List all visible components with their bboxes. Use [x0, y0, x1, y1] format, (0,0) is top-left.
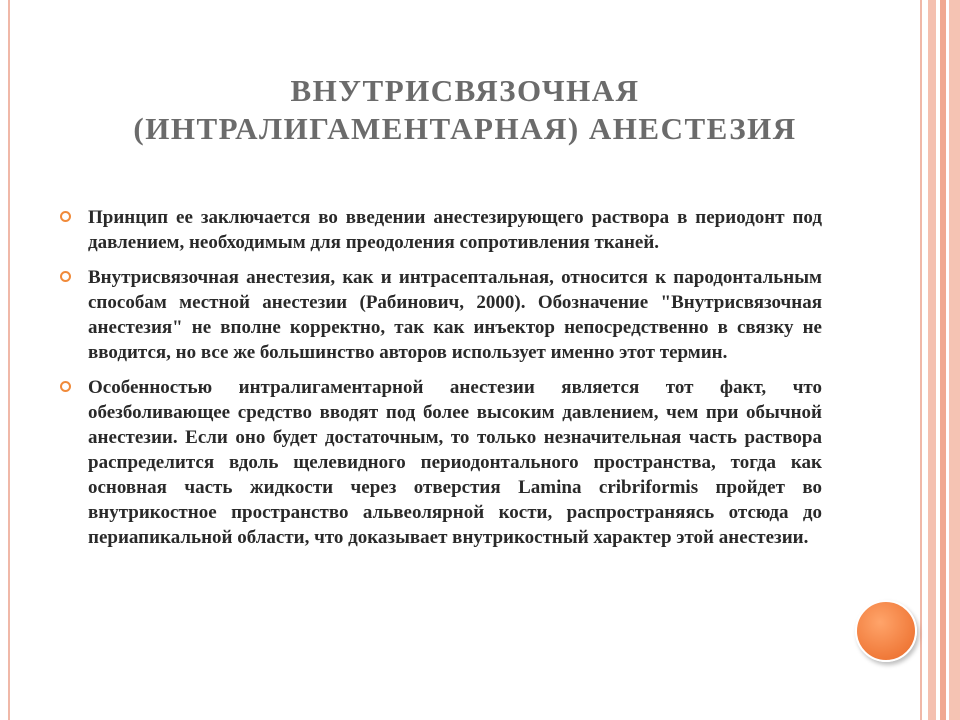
- bullet-text: Принцип ее заключается во введении анестезирующего раствора в периодонт под давлением, необходимым для преодоления сопротивления тканей.: [88, 207, 822, 253]
- bullet-text: Внутрисвязочная анестезия, как и интрасептальная, относится к пародонтальным способам местной анестезии (Рабинович, 2000). Обозначение "Внутрисвязочная анестезия" не вполне корректно, так как инъектор непосредственно в связку не вводится, но все же большинство авторов использует именно этот термин.: [88, 267, 822, 363]
- bullet-text: Особенностью интралигаментарной анестезии является тот факт, что обезболивающее средство вводят под более высоким давлением, чем при обычной анестезии. Если оно будет достаточным, то только незначительная часть раствора распределится вдоль щелевидного периодонтального пространства, тогда как основная часть жидкости через отверстия Lamina cribriformis пройдет во внутрикостное пространство альвеолярной кости, распространяясь отсюда до периапикальной области, что доказывает внутрикостный характер этой анестезии.: [88, 377, 822, 548]
- circle-bullet-icon: [60, 271, 71, 282]
- slide-title-line2: (ИНТРАЛИГАМЕНТАРНАЯ) АНЕСТЕЗИЯ: [133, 111, 797, 146]
- orange-orb-icon: [855, 600, 917, 662]
- circle-bullet-icon: [60, 211, 71, 222]
- bullet-item: [60, 265, 822, 365]
- bullet-item: [60, 375, 822, 550]
- decor-stripe: [928, 0, 936, 720]
- decor-stripe: [949, 0, 960, 720]
- slide-title-line1: ВНУТРИСВЯЗОЧНАЯ: [290, 73, 640, 108]
- circle-bullet-icon: [60, 381, 71, 392]
- bullet-item: [60, 205, 822, 255]
- slide-title: [30, 72, 900, 148]
- bullet-list: [60, 205, 822, 560]
